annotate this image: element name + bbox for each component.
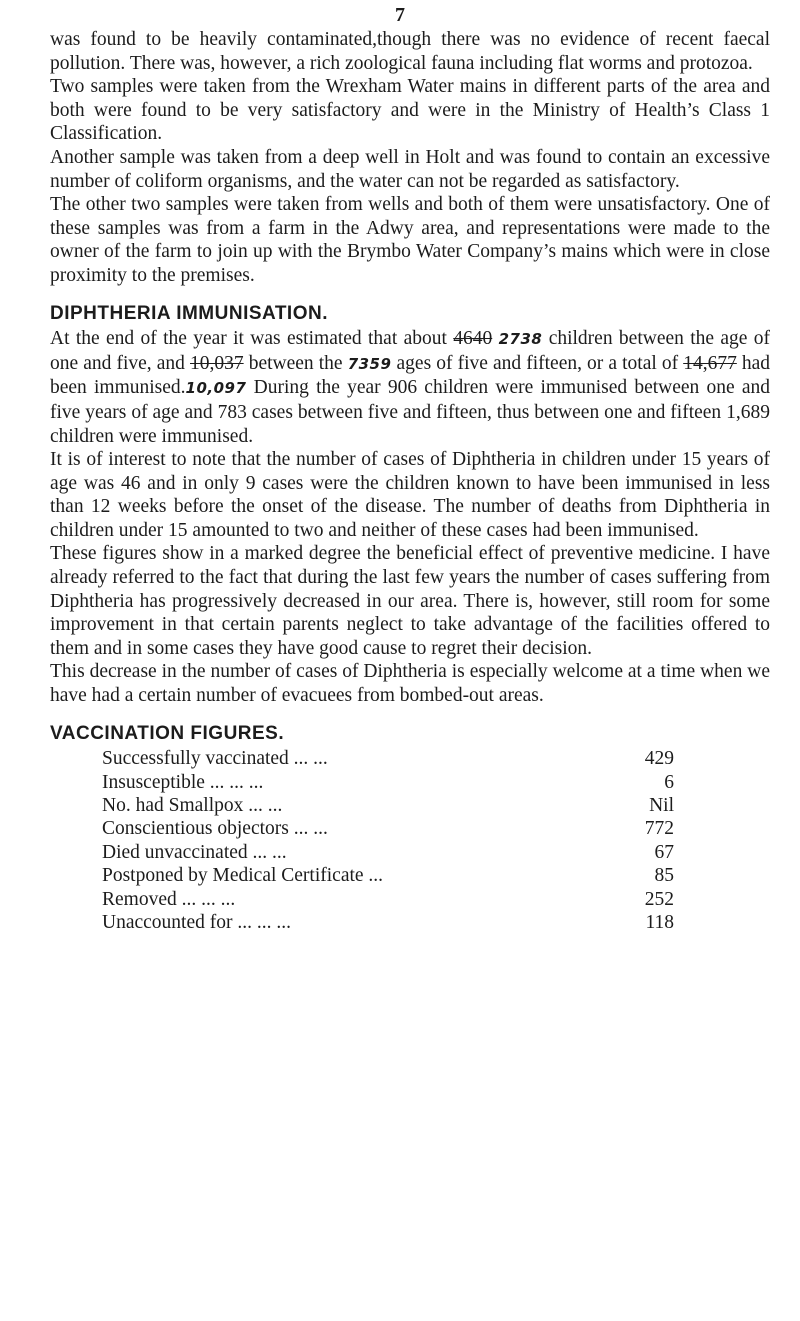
- handwritten-number-1: 2738: [498, 330, 543, 349]
- text-fragment: ages of five and fifteen, or a total of: [396, 352, 679, 374]
- text-fragment: had been immunised.: [50, 352, 771, 399]
- table-row: [102, 771, 674, 794]
- text-fragment: At the end of the year it was estimated that about: [50, 328, 447, 350]
- text-fragment: between the: [248, 352, 343, 374]
- struck-number-2: 10,037: [190, 352, 244, 374]
- table-row: [102, 841, 674, 864]
- vaccination-label: Successfully vaccinated ... ...: [102, 748, 328, 770]
- body-text: [50, 28, 770, 934]
- vaccination-value: Nil: [649, 795, 674, 817]
- vaccination-table: [102, 747, 674, 934]
- vaccination-label: Insusceptible ... ... ...: [102, 771, 264, 793]
- vaccination-value: 252: [644, 888, 674, 910]
- table-row: [102, 864, 674, 887]
- table-row: [102, 817, 674, 840]
- paragraph-preventive-medicine: These figures show in a marked degree the beneficial effect of preventive medicine. I have already referred to the fact that during the last few years the number of cases suffering from Diphtheria has progressively decreased in our area. There is, however, still room for some improvement in that certain parents neglect to take advantage of the facilities offered to them and in some cases they have good cause to regret their decision.: [50, 543, 770, 659]
- paragraph-evacuees: This decrease in the number of cases of Diphtheria is especially welcome at a time when we have had a certain number of evacuees from bombed-out areas.: [50, 661, 770, 707]
- handwritten-number-2: 7359: [347, 354, 392, 373]
- vaccination-label: No. had Smallpox ... ...: [102, 795, 283, 817]
- handwritten-number-3: 10,097: [185, 379, 247, 398]
- vaccination-label: Postponed by Medical Certificate ...: [102, 865, 384, 887]
- paragraph-holt-well: Another sample was taken from a deep well in Holt and was found to contain an excessive number of coliform organisms, and the water can not be regarded as satisfactory.: [50, 146, 770, 192]
- vaccination-value: 429: [644, 748, 674, 770]
- struck-number-3: 14,677: [683, 352, 737, 374]
- vaccination-label: Removed ... ... ...: [102, 888, 236, 910]
- vaccination-value: 85: [654, 865, 674, 887]
- page-number: 7: [395, 4, 405, 26]
- paragraph-wrexham-mains: Two samples were taken from the Wrexham Water mains in different parts of the area and both were found to be very satisfactory and were in the Ministry of Health’s Class 1 Classification.: [50, 76, 770, 145]
- text-fragment: During the year 906 children were immunised between one and five years of age and 783 cases between five and fifteen, thus between one and fifteen 1,689 children were immunised.: [50, 377, 770, 447]
- vaccination-value: 772: [644, 818, 674, 840]
- text-fragment: children between the age of one and five, and: [50, 328, 771, 374]
- struck-number-1: 4640: [453, 328, 493, 350]
- vaccination-label: Unaccounted for ... ... ...: [102, 912, 291, 934]
- vaccination-value: 6: [664, 771, 674, 793]
- vaccination-value: 118: [645, 912, 674, 934]
- diphtheria-heading: DIPHTHERIA IMMUNISATION.: [50, 302, 328, 324]
- vaccination-label: Died unvaccinated ... ...: [102, 841, 287, 863]
- paragraph-contamination: was found to be heavily contaminated,though there was no evidence of recent faecal pollution. There was, however, a rich zoological fauna including flat worms and protozoa.: [50, 29, 770, 74]
- vaccination-value: 67: [654, 841, 674, 863]
- table-row: [102, 794, 674, 817]
- vaccination-label: Conscientious objectors ... ...: [102, 818, 328, 840]
- table-row: [102, 747, 674, 770]
- table-row: [102, 888, 674, 911]
- vaccination-heading: VACCINATION FIGURES.: [50, 722, 285, 744]
- paragraph-immunisation-estimate: [50, 327, 770, 448]
- paragraph-wells-adwy: The other two samples were taken from wells and both of them were unsatisfactory. One of these samples was from a farm in the Adwy area, and representations were made to the owner of the farm to join up with the Brymbo Water Company’s mains which were in close proximity to the premises.: [50, 194, 770, 286]
- table-row: [102, 911, 674, 934]
- paragraph-cases-interest: It is of interest to note that the number of cases of Diphtheria in children under 15 years of age was 46 and in only 9 cases were the children known to have been immunised in less than 12 weeks before the onset of the disease. The number of deaths from Diphtheria in children under 15 amounted to two and neither of these cases had been immunised.: [50, 449, 770, 541]
